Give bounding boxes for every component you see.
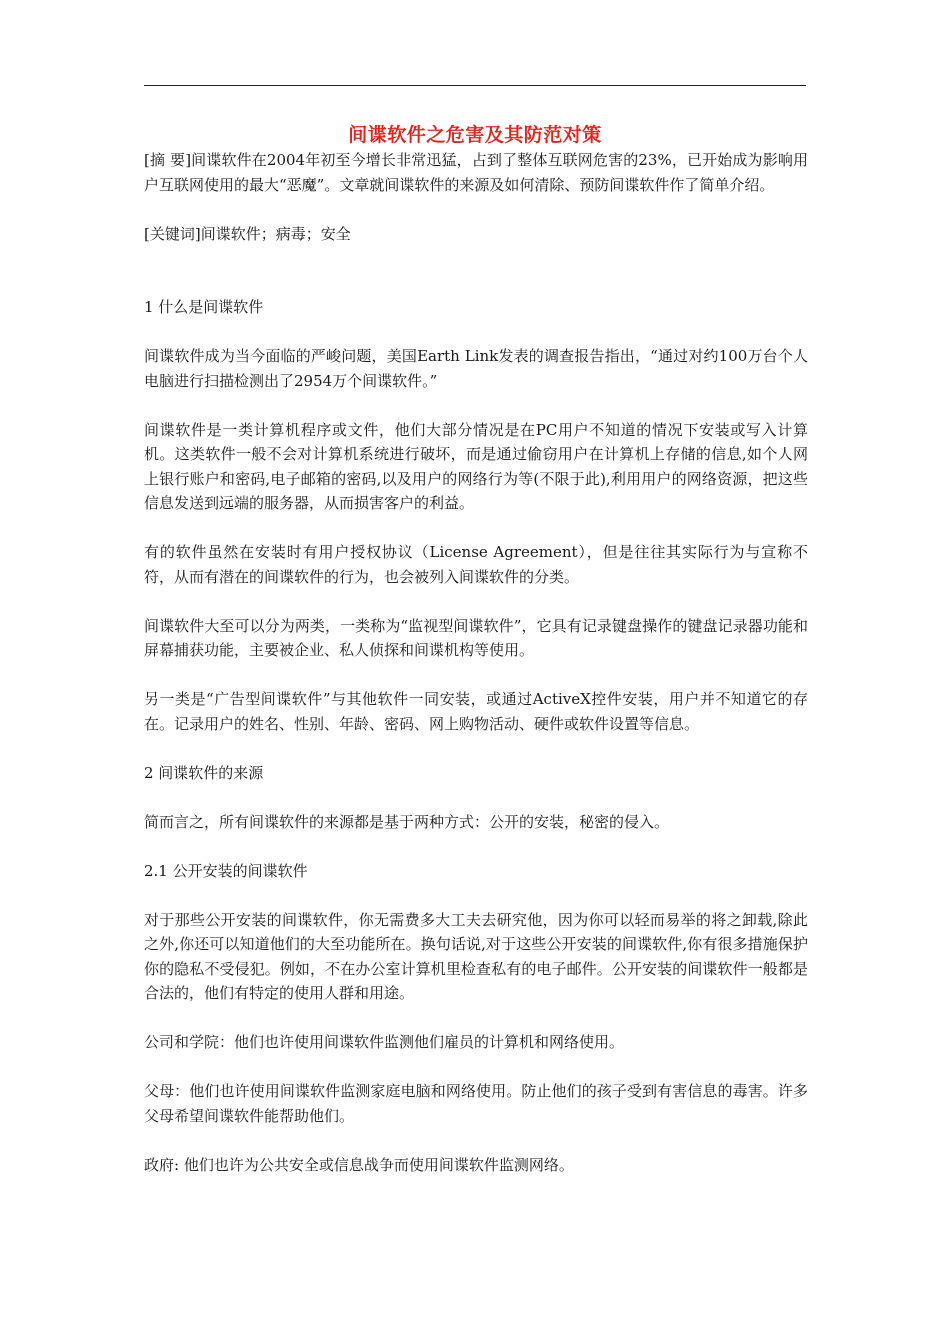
body-paragraph: 间谍软件成为当今面临的严峻问题，美国Earth Link发表的调查报告指出，“通过对约100万台个人电脑进行扫描检测出了2954万个间谍软件。” [144, 347, 808, 390]
header-rule [144, 85, 806, 86]
section-heading-1: 1 什么是间谍软件 [144, 298, 264, 316]
body-paragraph: 间谍软件大至可以分为两类，一类称为“监视型间谍软件”，它具有记录键盘操作的键盘记录器功能和屏幕捕获功能，主要被企业、私人侦探和间谍机构等使用。 [144, 616, 808, 659]
body-paragraph: 父母：他们也许使用间谍软件监测家庭电脑和网络使用。防止他们的孩子受到有害信息的毒害。许多父母希望间谍软件能帮助他们。 [144, 1082, 808, 1125]
body-paragraph: 简而言之，所有间谍软件的来源都是基于两种方式：公开的安装，秘密的侵入。 [144, 812, 670, 831]
body-paragraph: 间谍软件是一类计算机程序或文件，他们大部分情况是在PC用户不知道的情况下安装或写入计算机。这类软件一般不会对计算机系统进行破坏，而是通过偷窃用户在计算机上存储的信息,如个人网上银行账户和密码,电子邮箱的密码,以及用户的网络行为等(不限于此),利用用户的网络资源，把这些信息发送到远端的服务器，从而损害客户的利益。 [144, 420, 808, 512]
document-title: 间谍软件之危害及其防范对策 [348, 124, 602, 146]
document-body [144, 148, 808, 1202]
body-paragraph: 有的软件虽然在安装时有用户授权协议（License Agreement），但是往往其实际行为与宣称不符，从而有潜在的间谍软件的行为，也会被列入间谍软件的分类。 [144, 543, 808, 586]
section-heading-2: 2 间谍软件的来源 [144, 763, 264, 782]
body-paragraph: 公司和学院：他们也许使用间谍软件监测他们雇员的计算机和网络使用。 [144, 1033, 625, 1051]
abstract-paragraph: [摘 要]间谍软件在2004年初至今增长非常迅猛，占到了整体互联网危害的23%，已开始成为影响用户互联网使用的最大“恶魔”。文章就间谍软件的来源及如何清除、预防间谍软件作了简单介绍。 [144, 151, 808, 194]
body-paragraph: 另一类是“广告型间谍软件”与其他软件一同安装，或通过ActiveX控件安装，用户并不知道它的存在。记录用户的姓名、性别、年龄、密码、网上购物活动、硬件或软件设置等信息。 [144, 690, 808, 733]
subsection-heading-2-1: 2.1 公开安装的间谍软件 [144, 861, 308, 880]
keywords-paragraph: [关键词]间谍软件；病毒；安全 [144, 224, 351, 243]
body-paragraph: 对于那些公开安装的间谍软件，你无需费多大工夫去研究他，因为你可以轻而易举的将之卸载,除此之外,你还可以知道他们的大至功能所在。换句话说,对于这些公开安装的间谍软件,你有很多措施保护你的隐私不受侵犯。例如，不在办公室计算机里检查私有的电子邮件。公开安装的间谍软件一般都是合法的，他们有特定的使用人群和用途。 [144, 910, 808, 1002]
body-paragraph: 政府: 他们也许为公共安全或信息战争而使用间谍软件监测网络。 [144, 1155, 574, 1174]
